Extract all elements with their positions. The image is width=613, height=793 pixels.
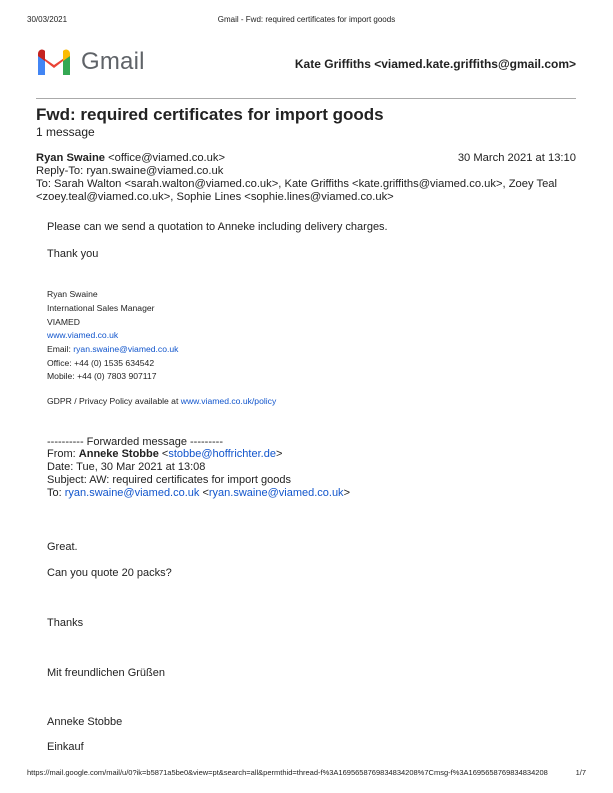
sender-line	[36, 152, 225, 165]
forward-date: Date: Tue, 30 Mar 2021 at 13:08	[47, 461, 206, 473]
message-count: 1 message	[36, 125, 95, 139]
thread-subject: Fwd: required certificates for import goods	[36, 105, 384, 124]
print-title: Gmail - Fwd: required certificates for import goods	[217, 15, 396, 24]
signature-email-line	[47, 343, 178, 357]
gmail-wordmark: Gmail	[81, 48, 145, 75]
message-date: 30 March 2021 at 13:10	[457, 152, 576, 164]
gdpr-line	[47, 395, 276, 409]
forward-subject: Subject: AW: required certificates for import goods	[47, 474, 291, 486]
forward-separator: ---------- Forwarded message ---------	[47, 436, 223, 448]
sender-name: Ryan Swaine	[36, 152, 106, 164]
gmail-logo[interactable]	[36, 48, 156, 80]
bracket-close: >	[343, 487, 350, 499]
recipients-line: To: Sarah Walton <sarah.walton@viamed.co.uk>, Kate Griffiths <kate.griffiths@viamed.co.uk>, Zoey Teal <zoey.teal@viamed.co.uk>, Sophie Lines <sophie.lines@viamed.co.uk>	[36, 178, 558, 203]
bracket-open: <	[158, 448, 169, 460]
signature-office: Office: +44 (0) 1535 634542	[47, 358, 155, 368]
forward-body-line: Great.	[47, 541, 78, 553]
forward-from-label: From:	[47, 448, 79, 460]
gmail-m-icon	[36, 48, 72, 76]
bracket-open: <	[199, 487, 209, 499]
forward-from-email-link[interactable]: stobbe@hoffrichter.de	[168, 448, 276, 460]
signature-mobile: Mobile: +44 (0) 7803 907117	[47, 371, 157, 381]
forward-from-line	[47, 448, 282, 461]
forward-to-line	[47, 487, 350, 500]
signature-email-link[interactable]: ryan.swaine@viamed.co.uk	[73, 344, 179, 354]
forward-body-line: Thanks	[47, 617, 84, 629]
forward-body-line: Anneke Stobbe	[47, 716, 123, 728]
message-body-line: Please can we send a quotation to Anneke including delivery charges.	[47, 221, 388, 233]
signature-role: International Sales Manager	[47, 303, 155, 313]
signature-website-link[interactable]: www.viamed.co.uk	[47, 330, 119, 340]
message-body-line: Thank you	[47, 248, 99, 260]
signature-name: Ryan Swaine	[47, 289, 98, 299]
gdpr-label: GDPR / Privacy Policy available at	[47, 396, 181, 406]
print-date: 30/03/2021	[27, 15, 68, 24]
gdpr-policy-link[interactable]: www.viamed.co.uk/policy	[180, 396, 277, 406]
print-url: https://mail.google.com/mail/u/0?ik=b5871a5be0&view=pt&search=all&permthid=thread-f%3A1695658769834834208%7Cmsg-f%3A1695658769834834208	[27, 768, 548, 777]
sender-email: <office@viamed.co.uk>	[108, 152, 225, 164]
signature-email-label: Email:	[47, 344, 74, 354]
forward-to-link[interactable]: ryan.swaine@viamed.co.uk	[64, 487, 200, 499]
forward-to-email-link[interactable]: ryan.swaine@viamed.co.uk	[208, 487, 344, 499]
page-number: 1/7	[575, 768, 586, 777]
forward-to-label: To:	[47, 487, 65, 499]
forward-body-line: Mit freundlichen Grüßen	[47, 667, 165, 679]
forward-from-name: Anneke Stobbe	[78, 448, 159, 460]
bracket-close: >	[275, 448, 283, 460]
signature-company: VIAMED	[47, 317, 80, 327]
account-label: Kate Griffiths <viamed.kate.griffiths@gmail.com>	[294, 57, 576, 71]
forward-body-line: Can you quote 20 packs?	[47, 567, 172, 579]
forward-body-line: Einkauf	[47, 741, 84, 753]
reply-to-line: Reply-To: ryan.swaine@viamed.co.uk	[36, 165, 224, 177]
header-divider	[36, 98, 576, 99]
